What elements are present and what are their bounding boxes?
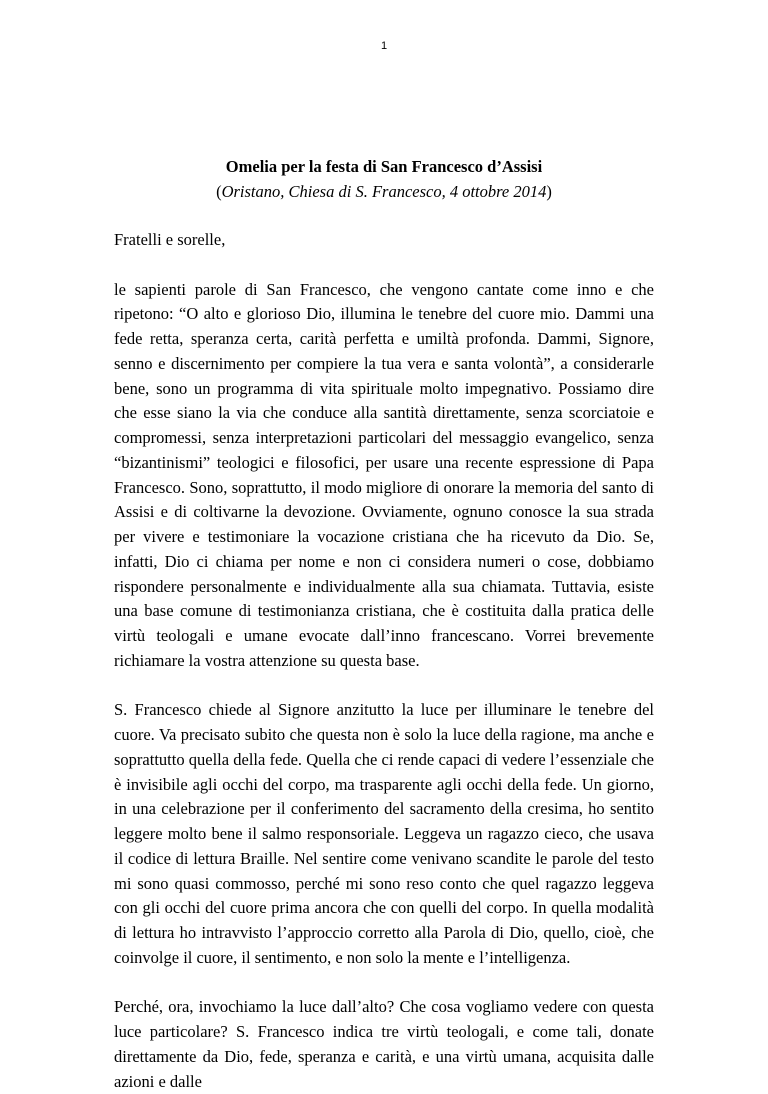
document-title: Omelia per la festa di San Francesco d’Assisi [225,157,543,176]
subtitle-close-paren: ) [546,182,552,201]
paragraph-3: Perché, ora, invochiamo la luce dall’alto? Che cosa vogliamo vedere con questa luce particolare? S. Francesco indica tre virtù teologali, e come tali, donate direttamente da Dio, fede, speranza e carità, e una virtù umana, acquisita dalle azioni e dalle [114,997,654,1091]
paragraph-2: S. Francesco chiede al Signore anzitutto la luce per illuminare le tenebre del cuore. Va precisato subito che questa non è solo la luce della ragione, ma anche e soprattutto quella della fede. Quella che ci rende capaci di vedere l’essenziale che è invisibile agli occhi del corpo, ma trasparente agli occhi della fede. Un giorno, in una celebrazione per il conferimento del sacramento della cresima, ho sentito leggere molto bene il salmo responsoriale. Leggeva un ragazzo cieco, che usava il codice di lettura Braille. Nel sentire come venivano scandite le parole del testo mi sono quasi commosso, perché mi sono reso conto che quel ragazzo leggeva con gli occhi del cuore prima ancora che con quelli del corpo. In quella modalità di lettura ho intravvisto l’approccio corretto alla Parola di Dio, quello, cioè, che coinvolge il cuore, il sentimento, e non solo la mente e l’intelligenza. [114,700,654,967]
paragraph-1: le sapienti parole di San Francesco, che vengono cantate come inno e che ripetono: “O alto e glorioso Dio, illumina le tenebre del cuore mio. Dammi una fede retta, speranza certa, carità perfetta e umiltà profonda. Dammi, Signore, senno e discernimento per compiere la tua vera e santa volontà”, a considerarle bene, sono un programma di vita spirituale molto impegnativo. Possiamo dire che esse siano la via che conduce alla santità direttamente, senza scorciatoie e compromessi, senza interpretazioni particolari del messaggio evangelico, senza “bizantinismi” teologici e filosofici, per usare una recente espressione di Papa Francesco. Sono, soprattutto, il modo migliore di onorare la memoria del santo di Assisi e di coltivarne la devozione. Ovviamente, ognuno conosce la sua strada per vivere e testimoniare la vocazione cristiana che ha ricevuto da Dio. Se, infatti, Dio ci chiama per nome e non ci considera numeri o cose, dobbiamo rispondere personalmente e individualmente alla sua chiamata. Tuttavia, esiste una base comune di testimonianza cristiana, che è costituita dalla pratica delle virtù teologali e umane evocate dall’inno francescano. Vorrei brevemente richiamare la vostra attenzione su questa base. [114,279,654,670]
subtitle-open-paren: ( [216,182,222,201]
subtitle-place-date: Oristano, Chiesa di S. Francesco, 4 ottobre 2014 [221,182,547,201]
document-body [114,228,654,1094]
document-heading [0,154,768,204]
document-subtitle [0,179,768,204]
salutation: Fratelli e sorelle, [114,230,226,249]
page-number: 1 [380,40,388,52]
